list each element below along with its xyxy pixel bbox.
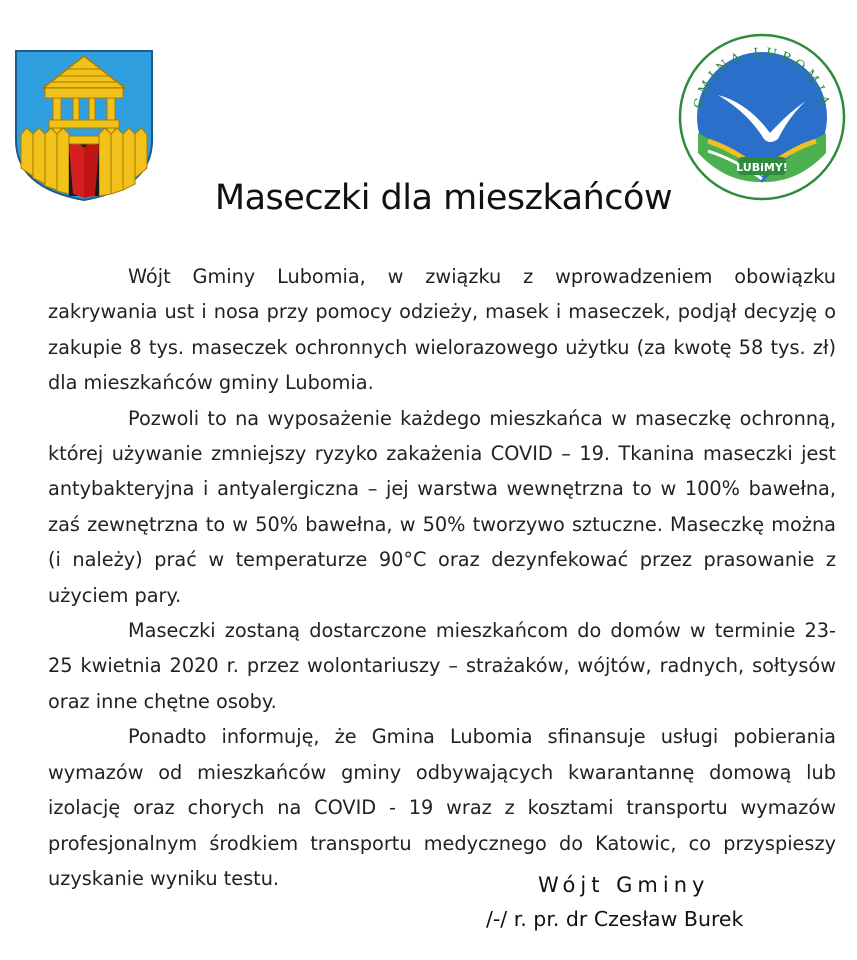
- signature-name: /-/ r. pr. dr Czesław Burek: [486, 907, 744, 931]
- signature-role: Wójt Gminy: [538, 873, 710, 897]
- paragraph-swab-testing: Ponadto informuję, że Gmina Lubomia sfinansuje usługi pobierania wymazów od mieszkańców gminy odbywających kwarantannę domową lub izolację oraz chorych na COVID - 19 wraz z kosztami transportu wymazów profesjonalnym środkiem transportu medycznego do Katowic, co przyspieszy uzyskanie wyniku testu.: [48, 725, 836, 890]
- paragraph-mask-details: Pozwoli to na wyposażenie każdego mieszkańca w maseczkę ochronną, której używanie zmniejszy ryzyko zakażenia COVID – 19. Tkanina maseczki jest antybakteryjna i antyalergiczna – jej warstwa wewnętrzna to w 100% bawełna, zaś zewnętrzna to w 50% bawełna, w 50% tworzywo sztuczne. Maseczkę można (i należy) prać w temperaturze 90°C oraz dezynfekować przez prasowanie z użyciem pary.: [48, 406, 836, 607]
- paragraph-mask-purchase: Wójt Gminy Lubomia, w związku z wprowadzeniem obowiązku zakrywania ust i nosa przy pomocy odzieży, masek i maseczek, podjął decyzję o zakupie 8 tys. maseczek ochronnych wielorazowego użytku (za kwotę 58 tys. zł) dla mieszkańców gminy Lubomia.: [48, 265, 836, 395]
- document-body: [48, 259, 836, 896]
- paragraph-delivery: Maseczki zostaną dostarczone mieszkańcom do domów w terminie 23-25 kwietnia 2020 r. przez wolontariuszy – strażaków, wójtów, radnych, sołtysów oraz inne chętne osoby.: [48, 619, 836, 713]
- svg-text:LUBiMY!: LUBiMY!: [736, 161, 788, 174]
- document-title: Maseczki dla mieszkańców: [214, 178, 673, 218]
- svg-text:GMINA LUBOMIA: GMINA LUBOMIA: [691, 45, 833, 111]
- gmina-lubomia-logo: [678, 33, 846, 201]
